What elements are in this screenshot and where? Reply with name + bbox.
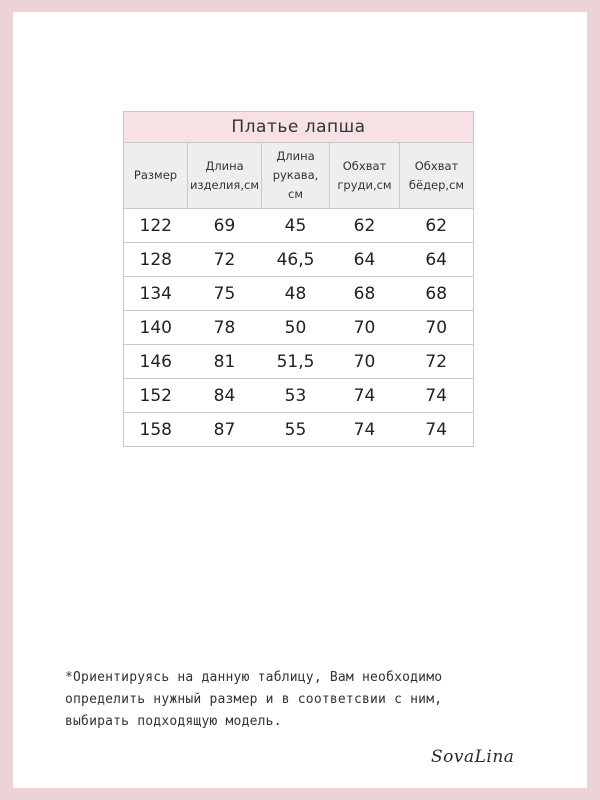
table-row (124, 413, 474, 447)
table-cell: 146 (124, 345, 188, 379)
table-cell: 140 (124, 311, 188, 345)
table-cell: 64 (400, 243, 474, 277)
table-title: Платье лапша (124, 112, 474, 143)
note-line: *Ориентируясь на данную таблицу, Вам необходимо (65, 670, 443, 685)
table-cell: 53 (262, 379, 330, 413)
note-line: выбирать подходящую модель. (65, 714, 282, 729)
table-cell: 62 (400, 209, 474, 243)
table-cell: 81 (188, 345, 262, 379)
table-row (124, 345, 474, 379)
table-cell: 70 (400, 311, 474, 345)
table-cell: 74 (330, 413, 400, 447)
table-cell: 70 (330, 311, 400, 345)
table-row (124, 243, 474, 277)
table-row (124, 209, 474, 243)
table-cell: 45 (262, 209, 330, 243)
table-cell: 50 (262, 311, 330, 345)
table-cell: 87 (188, 413, 262, 447)
table-cell: 122 (124, 209, 188, 243)
table-cell: 72 (188, 243, 262, 277)
table-cell: 69 (188, 209, 262, 243)
table-cell: 158 (124, 413, 188, 447)
table-cell: 72 (400, 345, 474, 379)
header-length: Длина изделия,см (188, 143, 262, 209)
table-cell: 74 (400, 379, 474, 413)
size-table (123, 111, 474, 447)
table-cell: 74 (400, 413, 474, 447)
table-cell: 51,5 (262, 345, 330, 379)
table-cell: 64 (330, 243, 400, 277)
table-cell: 152 (124, 379, 188, 413)
table-cell: 46,5 (262, 243, 330, 277)
header-hips: Обхват бёдер,см (400, 143, 474, 209)
table-cell: 70 (330, 345, 400, 379)
header-row (124, 143, 474, 209)
page-sheet (13, 12, 587, 788)
table-cell: 75 (188, 277, 262, 311)
table-cell: 78 (188, 311, 262, 345)
table-cell: 48 (262, 277, 330, 311)
table-cell: 128 (124, 243, 188, 277)
table-row (124, 277, 474, 311)
size-note (65, 667, 535, 733)
table-cell: 68 (330, 277, 400, 311)
brand-logo: SovaLina (431, 747, 515, 767)
header-size: Размер (124, 143, 188, 209)
table-body (124, 209, 474, 447)
header-sleeve: Длина рукава, см (262, 143, 330, 209)
table-cell: 62 (330, 209, 400, 243)
table-cell: 84 (188, 379, 262, 413)
table-cell: 68 (400, 277, 474, 311)
table-cell: 55 (262, 413, 330, 447)
table-cell: 74 (330, 379, 400, 413)
note-line: определить нужный размер и в соответсвии с ним, (65, 692, 443, 707)
header-chest: Обхват груди,см (330, 143, 400, 209)
table-cell: 134 (124, 277, 188, 311)
table-row (124, 379, 474, 413)
table-row (124, 311, 474, 345)
